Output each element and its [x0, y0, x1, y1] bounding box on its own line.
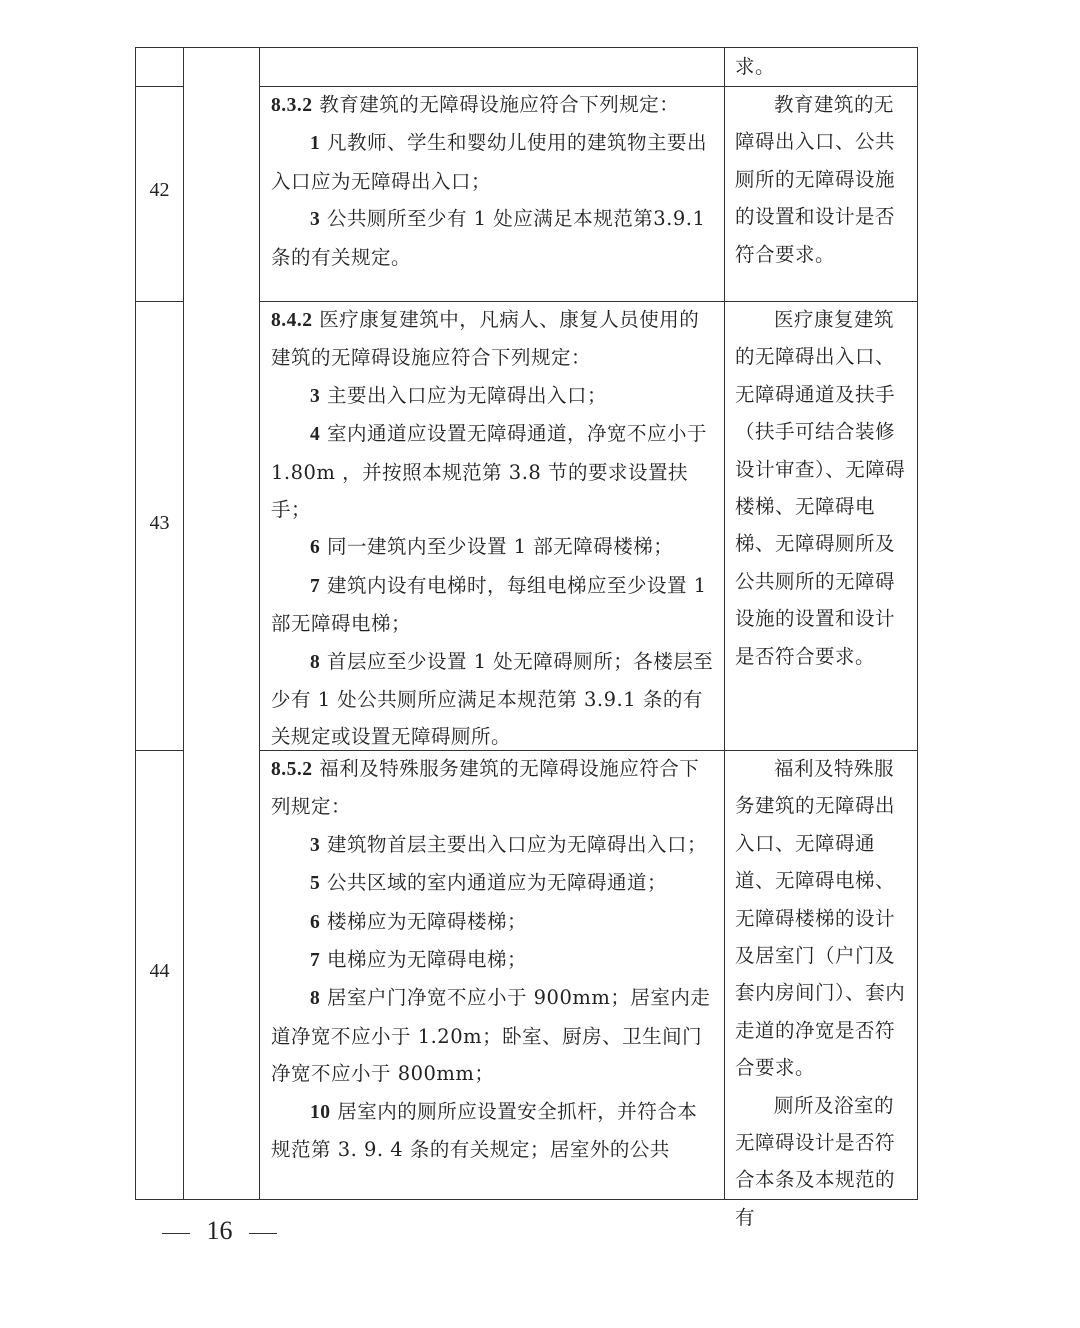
column-divider — [183, 48, 184, 1199]
footer-dash — [162, 1233, 190, 1234]
clause-cell: 8.5.2 福利及特殊服务建筑的无障碍设施应符合下列规定： 3 建筑物首层主要出入口应为无障碍出入口； 5 公共区域的室内通道应为无障碍通道； 6 楼梯应为无障碍楼梯； 7 电梯应为无障碍电梯； 8 居室户门净宽不应小于 900mm；居室内走道净宽不应小于 1.20m；卧室、厨房、卫生间门净宽不应小于 800mm； 10 居室内的厕所应设置安全抓杆，并符合本规范第 3. 9. 4 条的有关规定；居室外的公共 — [271, 750, 717, 1168]
column-divider — [259, 48, 260, 1199]
row-divider — [136, 86, 183, 87]
continued-review-text: 求。 — [735, 55, 776, 78]
clause-item: 5 公共区域的室内通道应为无障碍通道； — [310, 871, 667, 895]
clause-item: 3 主要出入口应为无障碍出入口； — [310, 383, 607, 407]
clause-number: 8.5.2 — [271, 759, 313, 780]
review-cell: 医疗康复建筑的无障碍出入口、无障碍通道及扶手（扶手可结合装修设计审查）、无障碍楼梯、无障碍电梯、无障碍厕所及公共厕所的无障碍设施的设置和设计是否符合要求。 — [735, 308, 906, 668]
row-number: 44 — [149, 960, 170, 982]
clause-cell: 8.4.2 医疗康复建筑中，凡病人、康复人员使用的建筑的无障碍设施应符合下列规定： 3 主要出入口应为无障碍出入口； 4 室内通道应设置无障碍通道，净宽不应小于 1.80m ，并按照本规范第 3.8 节的要求设置扶手； 6 同一建筑内至少设置 1 部无障碍楼梯； 7 建筑内设有电梯时，每组电梯应至少设置 1 部无障碍电梯； 8 首层应至少设置 1 处无障碍厕所；各楼层至少有 1 处公共厕所应满足本规范第 3.9.1 条的有关规定或设置无障碍厕所。 — [271, 301, 717, 756]
clause-number: 8.4.2 — [271, 310, 313, 331]
clause-item: 6 楼梯应为无障碍楼梯； — [310, 909, 527, 933]
row-divider — [136, 301, 183, 302]
clause-item: 6 同一建筑内至少设置 1 部无障碍楼梯； — [310, 535, 674, 559]
page-number: 16 — [206, 1216, 233, 1245]
clause-item: 7 电梯应为无障碍电梯； — [310, 948, 527, 972]
column-divider — [724, 48, 725, 1199]
page-footer — [162, 1216, 277, 1246]
row-number: 42 — [149, 179, 170, 201]
clause-item: 4 室内通道应设置无障碍通道，净宽不应小于 1.80m ，并按照本规范第 3.8 节的要求设置扶手； — [271, 422, 707, 522]
clause-item: 3 建筑物首层主要出入口应为无障碍出入口； — [310, 832, 707, 856]
clause-item: 8 居室户门净宽不应小于 900mm；居室内走道净宽不应小于 1.20m；卧室、厨房、卫生间门净宽不应小于 800mm； — [271, 986, 711, 1086]
clause-item: 1 凡教师、学生和婴幼儿使用的建筑物主要出入口应为无障碍出入口； — [271, 131, 707, 193]
row-divider — [136, 750, 183, 751]
clause-item: 7 建筑内设有电梯时，每组电梯应至少设置 1 部无障碍电梯； — [271, 573, 707, 636]
clause-item: 8 首层应至少设置 1 处无障碍厕所；各楼层至少有 1 处公共厕所应满足本规范第 3.9.1 条的有关规定或设置无障碍厕所。 — [271, 649, 714, 749]
footer-dash — [249, 1233, 277, 1234]
clause-item: 3 公共厕所至少有 1 处应满足本规范第3.9.1 条的有关规定。 — [271, 207, 706, 269]
row-number: 43 — [149, 512, 170, 534]
clause-item: 10 居室内的厕所应设置安全抓杆，并符合本规范第 3. 9. 4 条的有关规定；居室外的公共 — [271, 1099, 698, 1162]
review-table — [135, 47, 918, 1229]
clause-cell: 8.3.2 教育建筑的无障碍设施应符合下列规定： 1 凡教师、学生和婴幼儿使用的建筑物主要出入口应为无障碍出入口； 3 公共厕所至少有 1 处应满足本规范第3.9.1 条的有关规定。 — [271, 86, 717, 276]
clause-number: 8.3.2 — [271, 95, 313, 116]
review-cell: 福利及特殊服务建筑的无障碍出入口、无障碍通道、无障碍电梯、无障碍楼梯的设计及居室门（户门及套内房间门）、套内走道的净宽是否符合要求。 厕所及浴室的无障碍设计是否符合本条及本规范的有 — [735, 757, 906, 1229]
review-cell: 教育建筑的无障碍出入口、公共厕所的无障碍设施的设置和设计是否符合要求。 — [735, 93, 896, 266]
